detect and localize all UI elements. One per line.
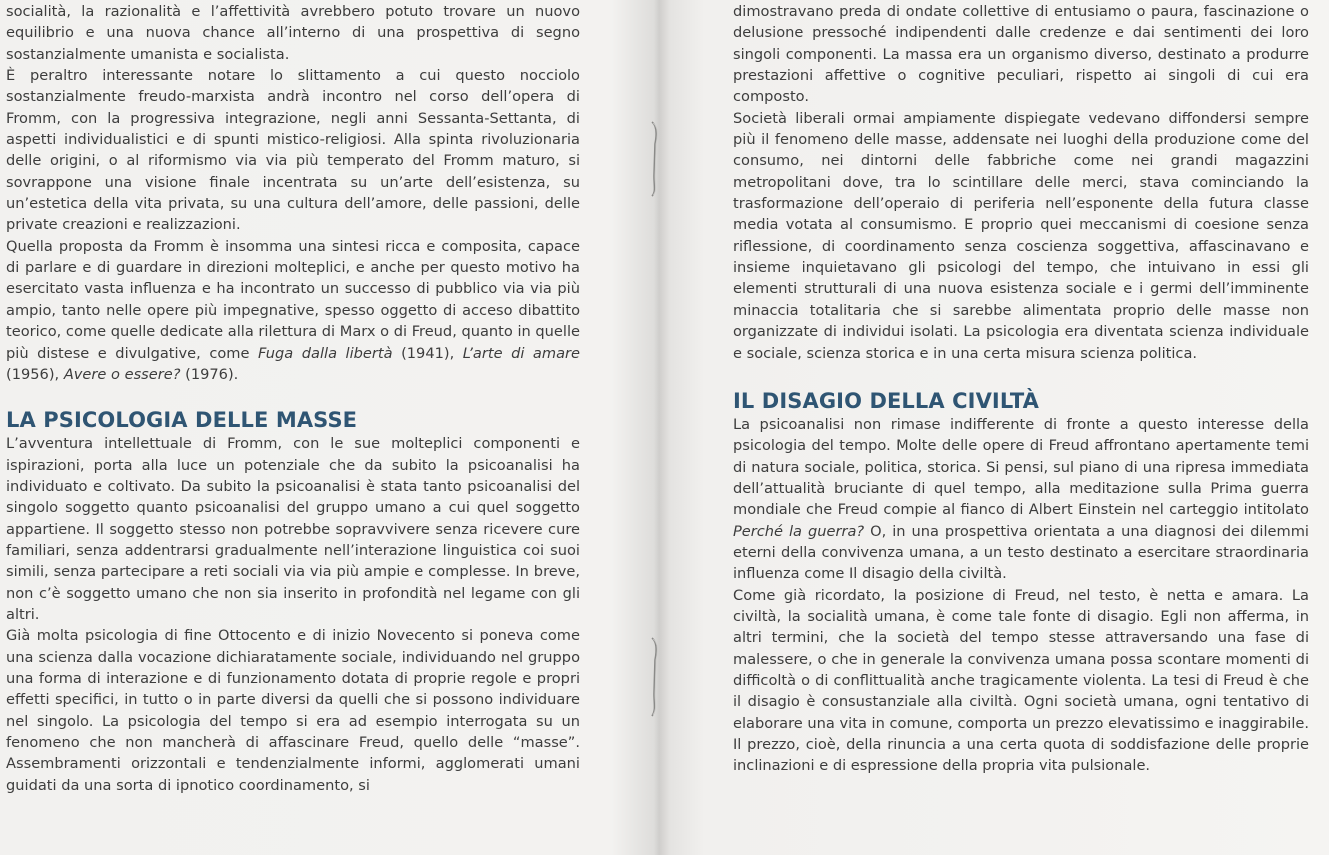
paragraph-text: (1956), <box>6 365 64 383</box>
right-page <box>733 0 1309 855</box>
paragraph <box>6 236 580 385</box>
paragraph-text: O, in una prospettiva orientata a una diagnosi dei dilemmi eterni della convivenza umana, a un testo destinato a esercitare straordinaria influenza come Il disagio della civiltà. <box>733 522 1309 583</box>
paragraph: socialità, la razionalità e l’affettività avrebbero potuto trovare un nuovo equilibrio e una nuova chance all’interno di una prospettiva di segno sostanzialmente umanista e socialista. <box>6 3 580 63</box>
book-title: Fuga dalla libertà <box>257 344 393 362</box>
left-column <box>6 0 580 796</box>
book-title: L’arte di amare <box>462 344 580 362</box>
section-heading: LA PSICOLOGIA DELLE MASSE <box>6 408 358 433</box>
paragraph: Come già ricordato, la posizione di Freud, nel testo, è netta e amara. La civiltà, la socialità umana, è come tale fonte di disagio. Egli non afferma, in altri termini, che la società del tempo stesse attraversando una fase di malessere, o che in generale la convivenza umana possa scontare momenti di difficoltà o di conflittualità anche tragicamente violenta. La tesi di Freud è che il disagio è consustanziale alla civiltà. Ogni società umana, ogni tentativo di elaborare una vita in comune, comporta un prezzo elevatissimo e inaggirabile. Il prezzo, cioè, della rinuncia a una certa quota di soddisfazione delle proprie inclinazioni e di espressione della propria vita pulsionale. <box>733 586 1309 775</box>
staple-icon <box>648 120 662 198</box>
staple-icon <box>648 636 662 718</box>
section-heading: IL DISAGIO DELLA CIVILTÀ <box>733 388 1039 413</box>
right-column <box>733 0 1309 777</box>
left-page <box>6 0 580 855</box>
paragraph-text: (1941), <box>392 344 463 362</box>
paragraph <box>733 414 1309 585</box>
book-title: Perché la guerra? <box>733 522 865 540</box>
paragraph-text: La psicoanalisi non rimase indifferente di fronte a questo interesse della psicologia del tempo. Molte delle opere di Freud affrontano apertamente temi di natura sociale, politica, storica. Si pensi, sul piano di una ripresa immediata dell’attualità bruciante di quel tempo, alla meditazione sulla Prima guerra mondiale che Freud compie al fianco di Albert Einstein nel carteggio intitolato <box>733 415 1309 519</box>
paragraph: dimostravano preda di ondate collettive di entusiamo o paura, fascinazione o delusione pressoché indipendenti dalle credenze e dai sentimenti dei loro singoli componenti. La massa era un organismo diverso, destinato a produrre prestazioni affettive o cognitive peculiari, rispetto ai singoli di cui era composto. <box>733 3 1309 106</box>
paragraph: Già molta psicologia di fine Ottocento e di inizio Novecento si poneva come una scienza dalla vocazione dichiaratamente sociale, individuando nel gruppo una forma di interazione e di funzionamento dotata di proprie regole e propri effetti specifici, in tutto o in parte diversi da quelli che si possono individuare nel singolo. La psicologia del tempo si era ad esempio interrogata su un fenomeno che non mancherà di affascinare Freud, quello delle “masse”. Assembramenti orizzontali e tendenzialmente informi, agglomerati umani guidati da una sorta di ipnotico coordinamento, si <box>6 627 580 794</box>
paragraph-text: Quella proposta da Fromm è insomma una sintesi ricca e composita, capace di parlare e di guardare in direzioni molteplici, e anche per questo motivo ha esercitato vasta influenza e ha incontrato un successo di pubblico via via più ampio, tanto nelle opere più impegnative, spesso oggetto di acceso dibattito teorico, come quelle dedicate alla rilettura di Marx o di Freud, quanto in quelle più distese e divulgative, come <box>6 237 580 362</box>
paragraph: Società liberali ormai ampiamente dispiegate vedevano diffondersi sempre più il fenomeno delle masse, addensate nei luoghi della produzione come del consumo, nei dintorni delle fabbriche come nei grandi magazzini metropolitani dove, tra lo scintillare delle merci, stava cominciando la trasformazione dell’operaio di periferia nell’esponente della futura classe media votata al consumismo. E proprio quei meccanismi di coesione senza riflessione, di coordinamento senza coscienza soggettiva, affascinavano e insieme inquietavano gli psicologi del tempo, che intuivano in essi gli elementi strutturali di una nuova esistenza sociale e i germi dell’imminente minaccia totalitaria che si sarebbe alimentata proprio delle masse non organizzate di individui isolati. La psicologia era diventata scienza individuale e sociale, scienza storica e in una certa misura scienza politica. <box>733 109 1309 362</box>
paragraph: È peraltro interessante notare lo slittamento a cui questo nocciolo sostanzialmente freudo-marxista andrà incontro nel corso dell’opera di Fromm, con la progressiva integrazione, negli anni Sessanta-Settanta, di aspetti individualistici e di spunti mistico-religiosi. Alla spinta rivoluzionaria delle origini, o al riformismo via via più temperato del Fromm maturo, si sovrappone una visione finale incentrata su un’arte dell’esistenza, su un’estetica della vita privata, su una cultura dell’amore, delle passioni, delle private creazioni e realizzazioni. <box>6 67 580 234</box>
book-title: Avere o essere? <box>63 365 181 383</box>
paragraph-text: (1976). <box>180 365 239 383</box>
paragraph: L’avventura intellettuale di Fromm, con le sue molteplici componenti e ispirazioni, porta alla luce un potenziale che da subito la psicoanalisi ha individuato e coltivato. Da subito la psicoanalisi è stata tanto psicoanalisi del singolo soggetto quanto psicoanalisi del gruppo umano a cui quel soggetto appartiene. Il soggetto stesso non potrebbe sopravvivere senza ricevere cure familiari, senza addentrarsi gradualmente nell’interazione linguistica coi suoi simili, senza partecipare a reti sociali via via più ampie e complesse. In breve, non c’è soggetto umano che non sia inserito in profondità nel legame con gli altri. <box>6 435 580 623</box>
